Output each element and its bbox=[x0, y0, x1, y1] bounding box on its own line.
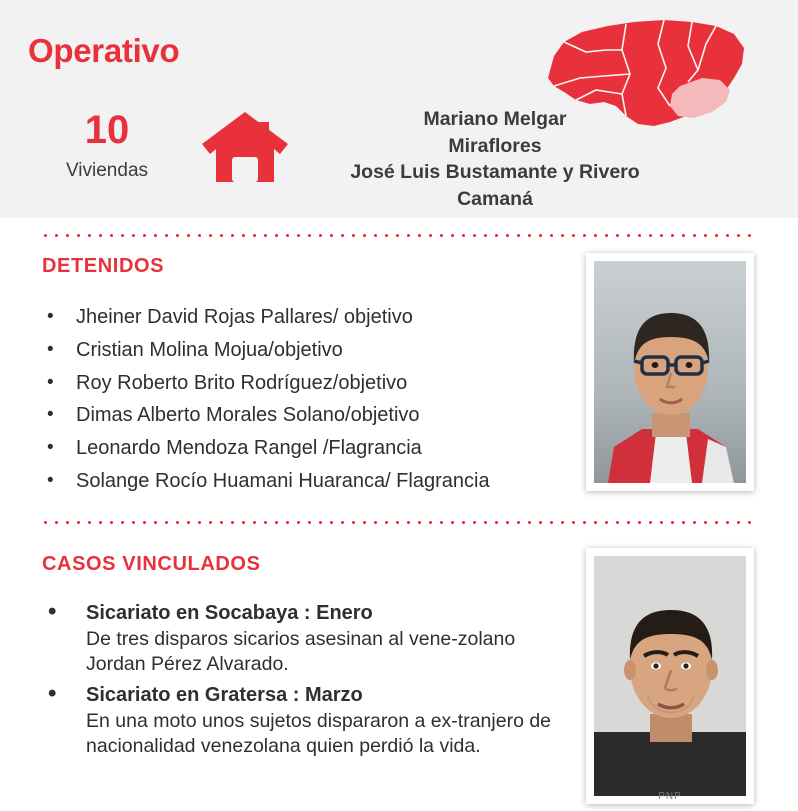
caso-description: En una moto unos sujetos dispararon a ex-tranjero de nacionalidad venezolana quien perdió la vida. bbox=[86, 710, 552, 757]
list-item: • Jheiner David Rojas Pallares/ objetivo bbox=[42, 303, 572, 332]
district-item: José Luis Bustamante y Rivero bbox=[350, 161, 640, 184]
detainee-photo-1 bbox=[586, 253, 754, 491]
viviendas-count: 10 bbox=[84, 108, 130, 152]
photo-caption: PNP bbox=[658, 791, 682, 802]
page-title: Operativo bbox=[28, 32, 180, 69]
districts-list bbox=[320, 106, 670, 212]
photo-image bbox=[594, 261, 746, 483]
list-item: • Cristian Molina Mojua/objetivo bbox=[42, 336, 572, 365]
list-item: • Roy Roberto Brito Rodríguez/objetivo bbox=[42, 369, 572, 398]
photo-image bbox=[594, 556, 746, 796]
list-item: • Solange Rocío Huamani Huaranca/ Flagrancia bbox=[42, 467, 572, 496]
divider-top bbox=[40, 234, 758, 237]
district-item: Camaná bbox=[457, 187, 533, 210]
house-icon bbox=[196, 110, 294, 184]
caso-heading: • Sicariato en Gratersa : Marzo bbox=[86, 684, 363, 707]
district-item: Mariano Melgar bbox=[423, 108, 567, 130]
viviendas-label: Viviendas bbox=[65, 160, 149, 181]
viviendas-count-block bbox=[52, 110, 162, 182]
list-item bbox=[42, 600, 562, 676]
list-item: • Leonardo Mendoza Rangel /Flagrancia bbox=[42, 434, 572, 463]
caso-description: De tres disparos sicarios asesinan al vene-zolano Jordan Pérez Alvarado. bbox=[86, 628, 516, 675]
header-band bbox=[0, 0, 798, 218]
list-item bbox=[42, 682, 562, 758]
detenidos-list bbox=[42, 303, 572, 500]
casos-list bbox=[42, 600, 562, 764]
caso-heading: • Sicariato en Socabaya : Enero bbox=[86, 602, 373, 624]
casos-section-title: CASOS VINCULADOS bbox=[42, 553, 261, 575]
district-item: Miraflores bbox=[448, 134, 542, 157]
detainee-photo-2 bbox=[586, 548, 754, 804]
detenidos-section-title: DETENIDOS bbox=[42, 255, 165, 277]
divider-middle bbox=[40, 521, 758, 524]
list-item: • Dimas Alberto Morales Solano/objetivo bbox=[42, 401, 572, 430]
